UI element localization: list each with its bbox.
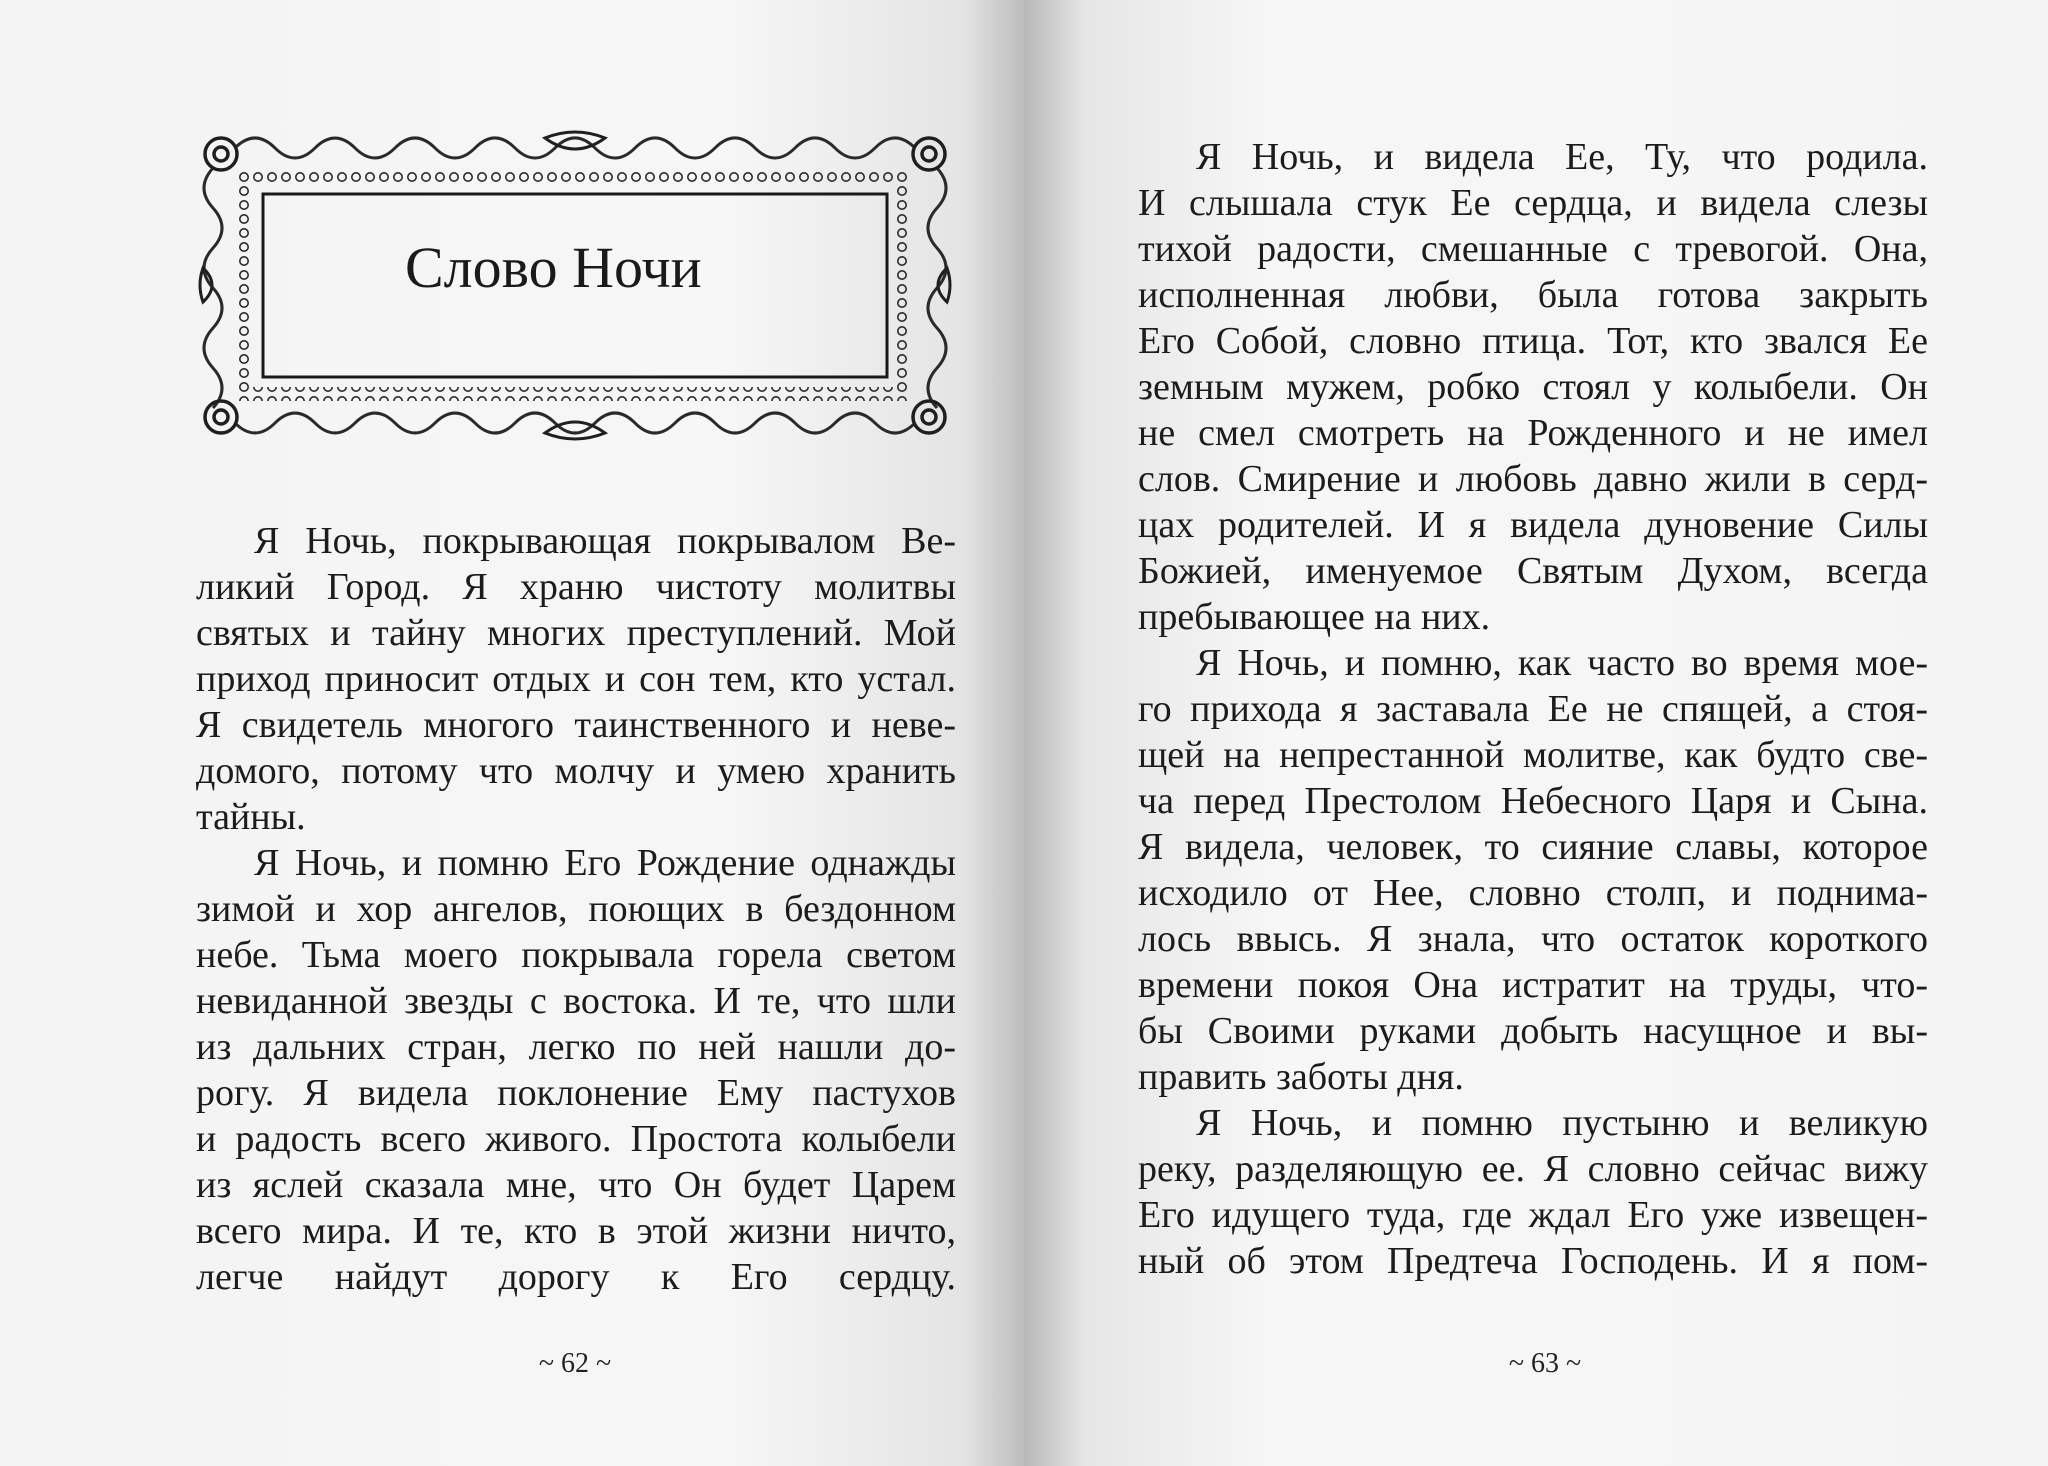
page-number: ~ 63 ~ [1508, 1348, 1582, 1379]
text-line: приход приносит отдых и сон тем, кто устал. [196, 658, 956, 700]
text-line: пребывающее на них. [1138, 596, 1491, 638]
text-line: Его идущего туда, где ждал Его уже извещен- [1138, 1194, 1928, 1236]
text-line: Я Ночь, и видела Ее, Ту, что родила. [1196, 136, 1928, 178]
left-body-text [196, 518, 956, 1346]
right-page [1024, 0, 2048, 1466]
ornamental-title-frame [195, 128, 955, 443]
text-line: из дальних стран, легко по ней нашли до- [196, 1026, 956, 1068]
chapter-title: Слово Ночи [405, 235, 702, 300]
text-line: ликий Город. Я храню чистоту молитвы [196, 566, 956, 608]
paragraph [1138, 1100, 1928, 1284]
text-line [196, 1300, 956, 1346]
text-line: земным мужем, робко стоял у колыбели. Он [1138, 366, 1928, 408]
paragraph [1138, 134, 1928, 640]
text-line: исходило от Нее, словно столп, и поднима- [1138, 872, 1928, 914]
text-line: времени покоя Она истратит на труды, что- [1138, 964, 1928, 1006]
text-line: Я свидетель многого таинственного и неве- [196, 704, 956, 746]
text-line: невиданной звезды с востока. И те, что шли [196, 980, 956, 1022]
text-line: го прихода я заставала Ее не спящей, а стоя- [1138, 688, 1928, 730]
text-line: и радость всего живого. Простота колыбели [196, 1118, 956, 1160]
text-line: Я Ночь, и помню Его Рождение однажды [254, 842, 956, 884]
text-line: из яслей сказала мне, что Он будет Царем [196, 1164, 956, 1206]
text-line: рогу. Я видела поклонение Ему пастухов [196, 1072, 956, 1114]
text-line: править заботы дня. [1138, 1056, 1464, 1098]
text-line: Я Ночь, и помню пустыню и великую [1196, 1102, 1928, 1144]
text-line: исполненная любви, была готова закрыть [1138, 274, 1928, 316]
text-line: ча перед Престолом Небесного Царя и Сына. [1138, 780, 1928, 822]
text-line: небе. Тьма моего покрывала горела светом [196, 934, 956, 976]
text-line: лось ввысь. Я знала, что остаток короткого [1138, 918, 1928, 960]
text-line: легче найдут дорогу к Его сердцу. [196, 1256, 956, 1298]
page-number: ~ 62 ~ [538, 1348, 612, 1379]
paragraph [196, 518, 956, 840]
text-line: И слышала стук Ее сердца, и видела слезы [1138, 182, 1928, 224]
text-line: домого, потому что молчу и умею хранить [196, 750, 956, 792]
text-line: Его Собой, словно птица. Тот, кто звался Ее [1138, 320, 1928, 362]
text-line: Я Ночь, и помню, как часто во время мое- [1196, 642, 1928, 684]
text-line: цах родителей. И я видела дуновение Силы [1138, 504, 1928, 546]
text-line: зимой и хор ангелов, поющих в бездонном [196, 888, 956, 930]
text-line: Божией, именуемое Святым Духом, всегда [1138, 550, 1928, 592]
text-line: всего мира. И те, кто в этой жизни ничто, [196, 1210, 956, 1252]
text-line: не смел смотреть на Рожденного и не имел [1138, 412, 1928, 454]
paragraph [1138, 640, 1928, 1100]
text-line: Я Ночь, покрывающая покрывалом Ве- [254, 520, 956, 562]
right-body-text [1138, 134, 1928, 1284]
text-line: тайны. [196, 796, 306, 838]
text-line: бы Своими руками добыть насущное и вы- [1138, 1010, 1928, 1052]
text-line: слов. Смирение и любовь давно жили в серд- [1138, 458, 1928, 500]
text-line: святых и тайну многих преступлений. Мой [196, 612, 956, 654]
text-line: Я видела, человек, то сияние славы, которое [1138, 826, 1928, 868]
text-line: ный об этом Предтеча Господень. И я пом- [1138, 1240, 1928, 1282]
paragraph [196, 840, 956, 1346]
text-line: реку, разделяющую ее. Я словно сейчас вижу [1138, 1148, 1928, 1190]
text-line: тихой радости, смешанные с тревогой. Она, [1138, 228, 1928, 270]
text-line: щей на непрестанной молитве, как будто све- [1138, 734, 1928, 776]
